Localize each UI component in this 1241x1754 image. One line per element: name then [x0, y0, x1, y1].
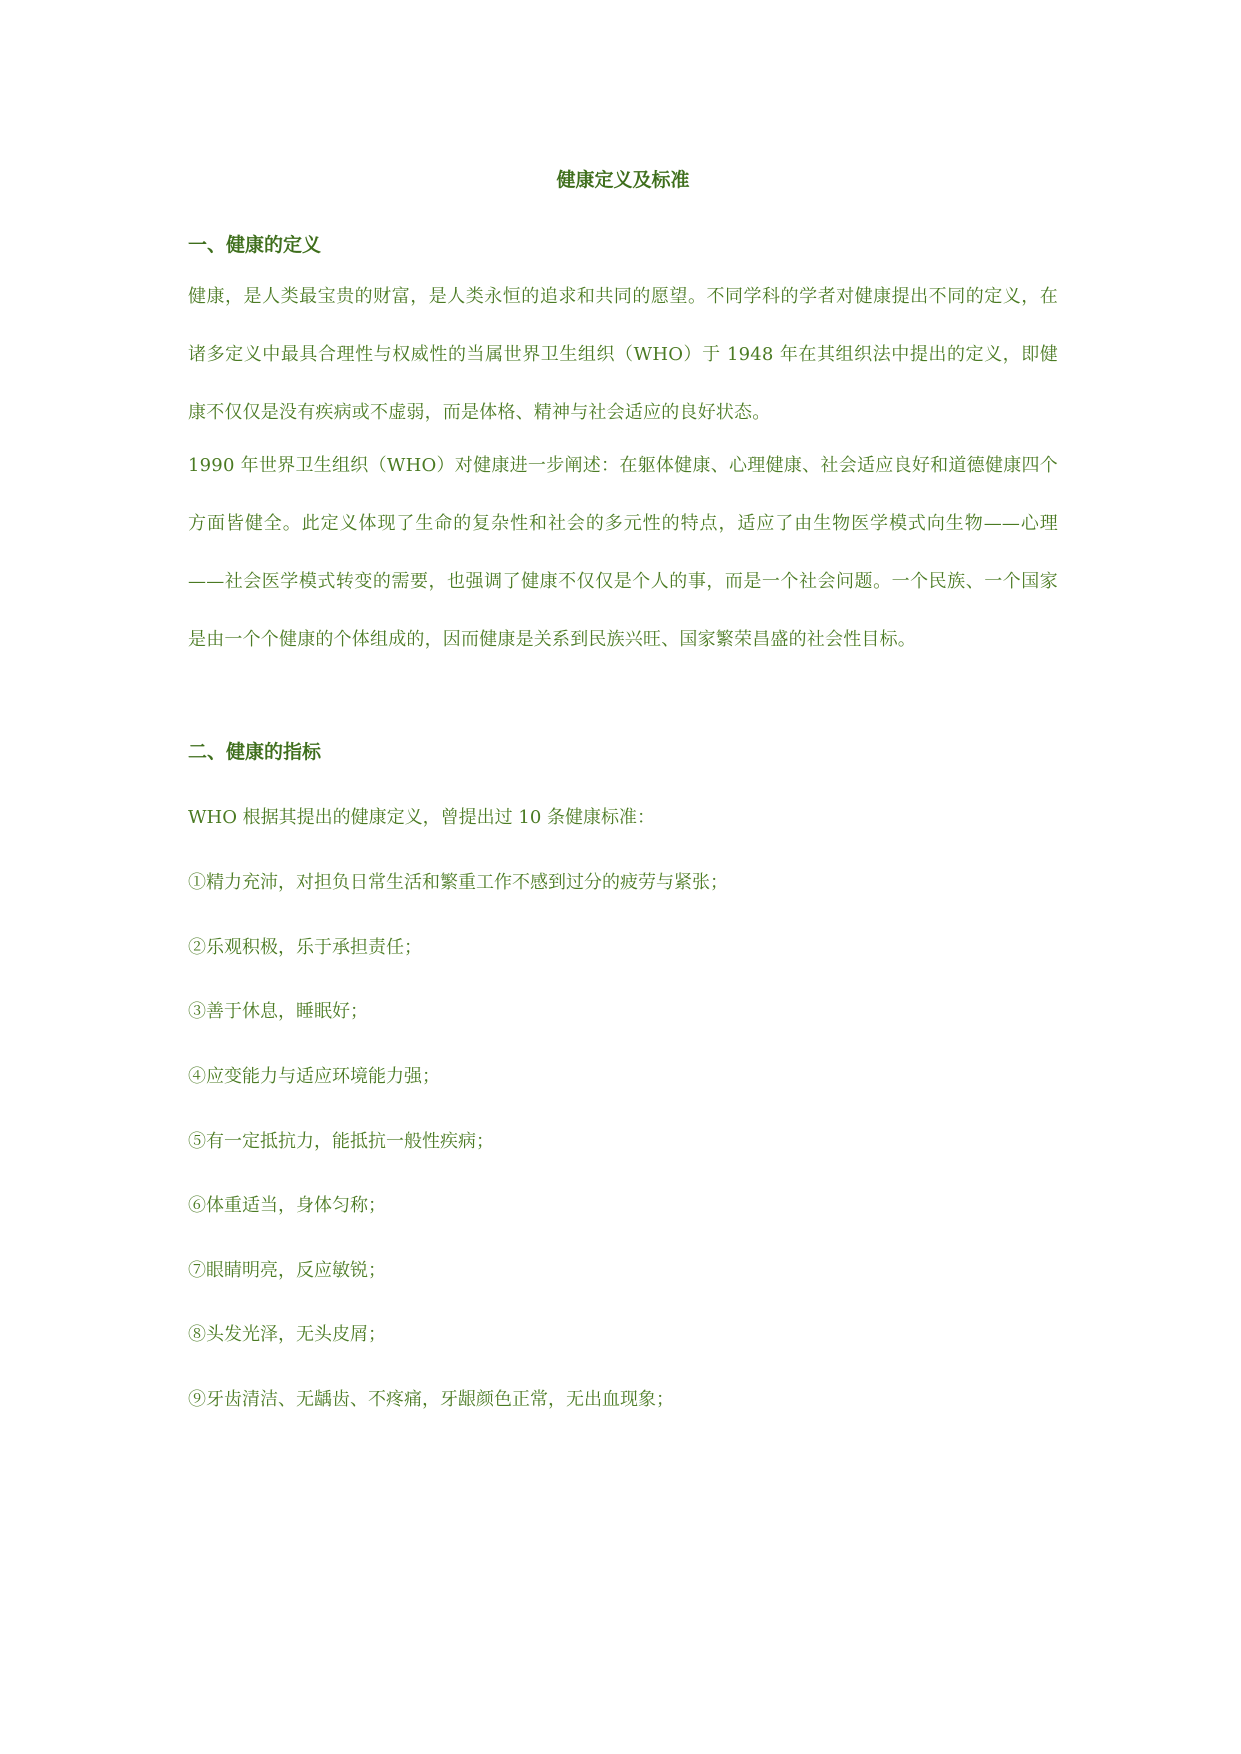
list-item: ②乐观积极，乐于承担责任； — [188, 937, 422, 958]
list-item: ⑥体重适当，身体匀称； — [188, 1195, 386, 1216]
definition-paragraph-2: 1990 年世界卫生组织（WHO）对健康进一步阐述：在躯体健康、心理健康、社会适应良好和道德健康四个方面皆健全。此定义体现了生命的复杂性和社会的多元性的特点，适应了由生物医学模式向生物——心理——社会医学模式转变的需要，也强调了健康不仅仅是个人的事，而是一个社会问题。一个民族、一个国家是由一个个健康的个体组成的，因而健康是关系到民族兴旺、国家繁荣昌盛的社会性目标。 — [188, 455, 1058, 650]
list-item: ①精力充沛，对担负日常生活和繁重工作不感到过分的疲劳与紧张； — [188, 872, 728, 893]
definition-paragraph-1: 健康，是人类最宝贵的财富，是人类永恒的追求和共同的愿望。不同学科的学者对健康提出不同的定义，在诸多定义中最具合理性与权威性的当属世界卫生组织（WHO）于 1948 年在其组织法中提出的定义，即健康不仅仅是没有疾病或不虚弱，而是体格、精神与社会适应的良好状态。 — [188, 286, 1058, 423]
list-item: ⑧头发光泽，无头皮屑； — [188, 1324, 386, 1345]
list-item: ⑤有一定抵抗力，能抵抗一般性疾病； — [188, 1131, 494, 1152]
indicators-intro: WHO 根据其提出的健康定义，曾提出过 10 条健康标准： — [188, 807, 656, 828]
list-item: ⑦眼睛明亮，反应敏锐； — [188, 1260, 386, 1281]
list-item: ③善于休息，睡眠好； — [188, 1001, 368, 1022]
section-heading-indicators: 二、健康的指标 — [188, 741, 322, 763]
list-item: ⑨牙齿清洁、无龋齿、不疼痛，牙龈颜色正常，无出血现象； — [188, 1389, 674, 1410]
list-item: ④应变能力与适应环境能力强； — [188, 1066, 440, 1087]
document-title: 健康定义及标准 — [556, 169, 690, 191]
section-heading-definition: 一、健康的定义 — [188, 234, 322, 256]
